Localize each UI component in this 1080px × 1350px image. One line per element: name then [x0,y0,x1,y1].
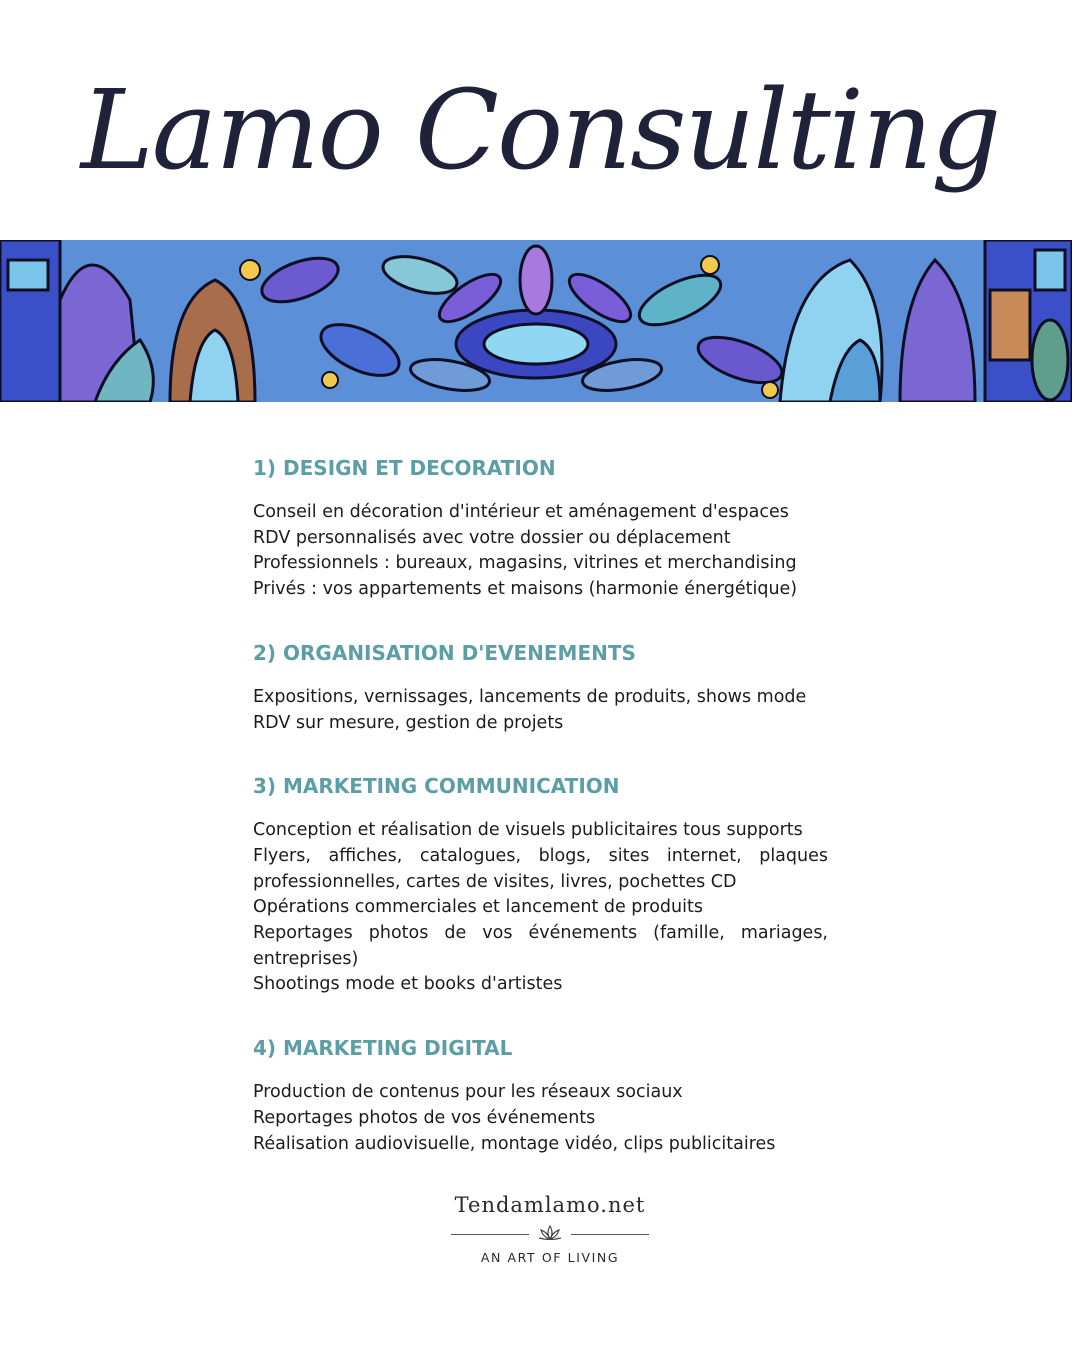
footer-logo [440,1190,660,1265]
section-heading: 4) MARKETING DIGITAL [253,1036,513,1061]
page-title: Lamo Consulting [80,66,1000,194]
service-line: Production de contenus pour les réseaux sociaux [253,1082,683,1103]
section-design [253,450,828,603]
service-line: Expositions, vernissages, lancements de produits, shows mode [253,686,807,707]
service-line: Conception et réalisation de visuels publicitaires tous supports [253,820,803,841]
section-body [253,685,828,736]
service-line: Privés : vos appartements et maisons (harmonie énergétique) [253,579,798,600]
footer-divider [440,1224,660,1244]
service-line: RDV sur mesure, gestion de projets [253,712,564,733]
section-marketing-digital [253,1030,828,1157]
section-events [253,635,828,736]
service-line: Reportages photos de vos événements [253,1107,596,1128]
divider-line [571,1234,649,1235]
service-line: RDV personnalisés avec votre dossier ou déplacement [253,527,731,548]
service-line: Réalisation audiovisuelle, montage vidéo, clips publicitaires [253,1133,776,1154]
service-line: Conseil en décoration d'intérieur et aménagement d'espaces [253,502,789,522]
section-body [253,500,828,603]
service-line: Reportages photos de vos événements (famille, mariages, entreprises) [253,923,828,969]
service-line: Shootings mode et books d'artistes [253,974,563,995]
service-line: Professionnels : bureaux, magasins, vitrines et merchandising [253,553,797,574]
section-heading: 1) DESIGN ET DECORATION [253,456,556,480]
service-line: Flyers, affiches, catalogues, blogs, sites internet, plaques professionnelles, cartes de visites, livres, pochettes CD [253,845,828,892]
section-heading: 2) ORGANISATION D'EVENEMENTS [253,640,636,665]
service-line: Opérations commerciales et lancement de produits [253,897,703,918]
section-body [253,1080,828,1157]
services-list [253,450,828,1189]
footer-brand: Tendamlamo.net [454,1193,646,1217]
divider-line [451,1234,529,1235]
mosaic-banner [0,240,1072,402]
footer-tagline: AN ART OF LIVING [480,1250,620,1265]
section-body [253,818,828,998]
lotus-icon [537,1224,563,1244]
section-marketing-communication [253,768,828,998]
section-heading: 3) MARKETING COMMUNICATION [253,774,620,799]
mosaic-artwork [0,240,1072,402]
